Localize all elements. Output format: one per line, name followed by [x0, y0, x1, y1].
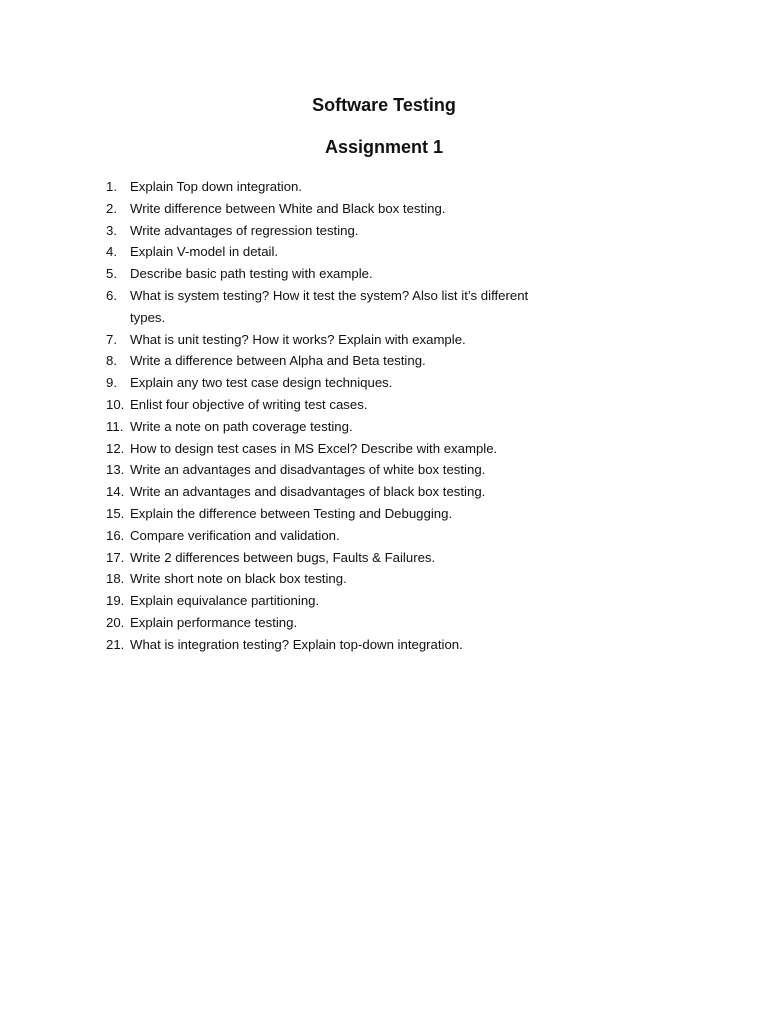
question-text: Write a note on path coverage testing. — [130, 418, 353, 434]
question-item — [106, 198, 566, 220]
question-number: 2. — [106, 200, 117, 216]
document-subtitle: Assignment 1 — [324, 137, 444, 157]
question-item — [106, 634, 566, 656]
question-number: 6. — [106, 287, 117, 303]
question-text: Explain V-model in detail. — [130, 244, 279, 260]
question-text: What is unit testing? How it works? Explain with example. — [130, 331, 466, 347]
question-item — [106, 547, 566, 569]
question-number: 3. — [106, 222, 117, 238]
question-number: 7. — [106, 331, 117, 347]
question-text: Write an advantages and disadvantages of black box testing. — [130, 484, 486, 500]
question-item — [106, 612, 566, 634]
question-text: How to design test cases in MS Excel? Describe with example. — [130, 440, 498, 456]
question-number: 15. — [106, 505, 125, 521]
question-number: 18. — [106, 571, 125, 587]
question-item — [106, 329, 566, 351]
question-number: 12. — [106, 440, 125, 456]
question-number: 5. — [106, 266, 117, 282]
question-list — [106, 176, 566, 656]
question-number: 8. — [106, 353, 117, 369]
question-item — [106, 394, 566, 416]
question-text: Write difference between White and Black box testing. — [130, 200, 446, 216]
question-item — [106, 590, 566, 612]
question-text: Write an advantages and disadvantages of white box testing. — [130, 462, 486, 478]
question-number: 9. — [106, 375, 117, 391]
question-item — [106, 220, 566, 242]
question-text: Write short note on black box testing. — [130, 571, 347, 587]
question-text: Explain equivalance partitioning. — [130, 593, 320, 609]
question-text: Write a difference between Alpha and Beta testing. — [130, 353, 426, 369]
question-text: Describe basic path testing with example. — [130, 266, 373, 282]
question-number: 19. — [106, 593, 125, 609]
question-item — [106, 416, 566, 438]
question-item — [106, 263, 566, 285]
question-text: Write advantages of regression testing. — [130, 222, 359, 238]
question-number: 20. — [106, 614, 125, 630]
question-item — [106, 350, 566, 372]
question-text: Explain the difference between Testing and Debugging. — [130, 505, 453, 521]
question-item — [106, 372, 566, 394]
question-item — [106, 176, 566, 198]
question-text: Compare verification and validation. — [130, 527, 340, 543]
question-text: Enlist four objective of writing test cases. — [130, 396, 368, 412]
question-item — [106, 459, 566, 481]
question-item — [106, 568, 566, 590]
question-item — [106, 503, 566, 525]
question-number: 14. — [106, 484, 125, 500]
question-item — [106, 438, 566, 460]
question-number: 4. — [106, 244, 117, 260]
question-number: 13. — [106, 462, 125, 478]
question-item — [106, 525, 566, 547]
document-title: Software Testing — [312, 95, 456, 115]
question-number: 1. — [106, 179, 117, 194]
question-text: Explain performance testing. — [130, 614, 298, 630]
question-number: 11. — [106, 418, 124, 434]
question-text: What is integration testing? Explain top-down integration. — [130, 636, 463, 652]
question-item — [106, 481, 566, 503]
question-text: Explain Top down integration. — [130, 179, 303, 194]
question-text: Explain any two test case design techniques. — [130, 375, 393, 391]
question-item — [106, 285, 566, 329]
question-text: What is system testing? How it test the system? Also list it’s different types. — [130, 287, 529, 325]
question-item — [106, 241, 566, 263]
question-number: 10. — [106, 396, 125, 412]
question-number: 16. — [106, 527, 125, 543]
question-number: 21. — [106, 636, 125, 652]
question-number: 17. — [106, 549, 125, 565]
question-text: Write 2 differences between bugs, Faults & Failures. — [130, 549, 436, 565]
